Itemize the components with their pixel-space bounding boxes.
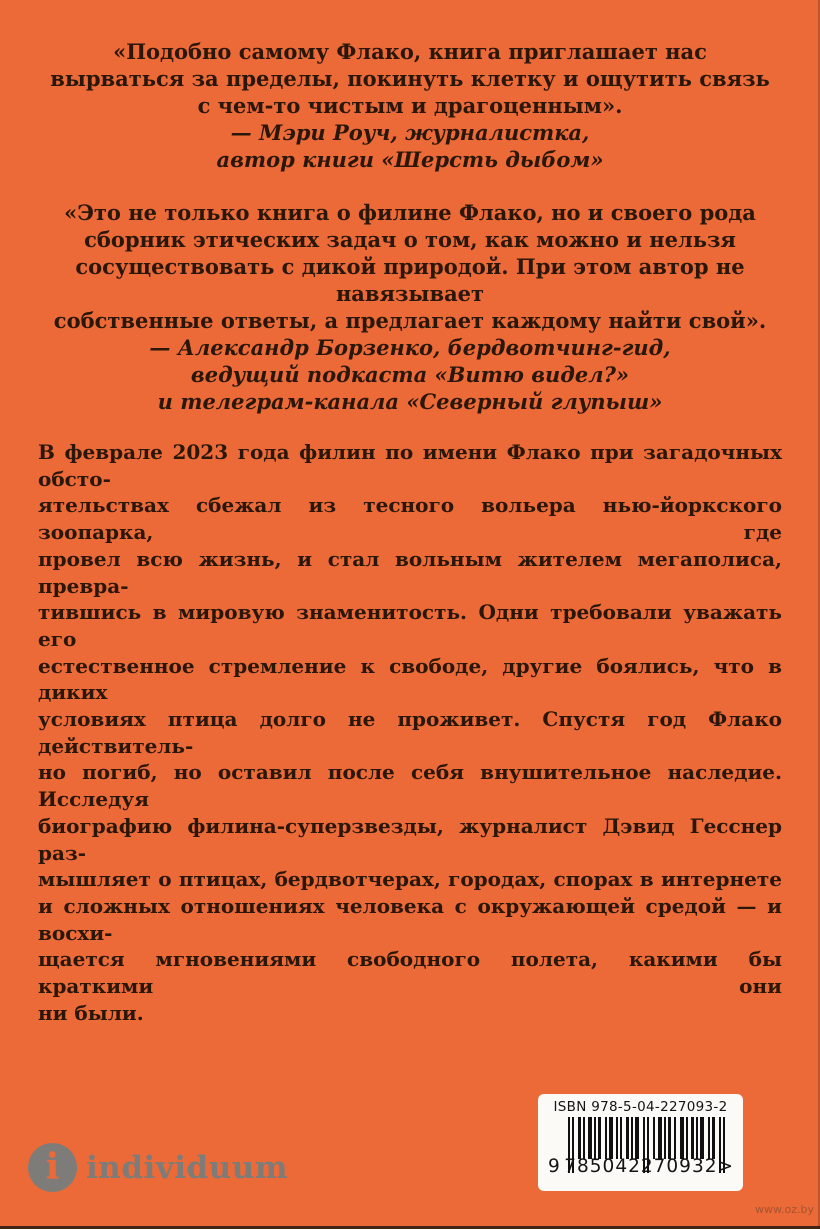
barcode-bar — [674, 1117, 676, 1159]
barcode-bar — [583, 1117, 585, 1159]
annotation-line: биографию филина-суперзвезды, журналист Дэвид Гесснер раз- — [38, 813, 782, 865]
barcode-digit-first: 9 — [548, 1156, 560, 1177]
quote-line: вырваться за пределы, покинуть клетку и ощутить связь — [50, 66, 770, 91]
barcode-bar — [680, 1117, 684, 1159]
barcode-bar — [594, 1117, 596, 1159]
barcode-bar — [700, 1117, 704, 1159]
annotation-line: ятельствах сбежал из тесного вольера нью-йоркского зоопарка, где — [38, 493, 782, 545]
barcode-bar — [664, 1117, 666, 1159]
barcode-digit-group2: 270932 — [640, 1156, 718, 1177]
barcode-bar — [696, 1117, 698, 1159]
isbn-number: ISBN 978-5-04-227093-2 — [553, 1099, 728, 1115]
quote-line: «Подобно самому Флако, книга приглашает нас — [113, 39, 707, 64]
book-annotation — [38, 439, 782, 1026]
barcode-bar — [609, 1117, 613, 1159]
barcode-bar — [686, 1117, 688, 1159]
quote-lines — [38, 38, 782, 119]
press-quote-2 — [38, 199, 782, 415]
annotation-line: провел всю жизнь, и стал вольным жителем мегаполиса, превра- — [38, 546, 782, 598]
photo-watermark: www.oz.by — [755, 1203, 814, 1216]
quote-line: с чем-то чистым и драгоценным». — [197, 93, 623, 118]
quote-attribution — [38, 119, 782, 173]
barcode-digit-group1: 785042 — [564, 1156, 641, 1177]
annotation-line: естественное стремление к свободе, другие боялись, что в диких — [38, 653, 782, 705]
isbn-barcode — [538, 1094, 743, 1191]
quote-line: «Это не только книга о филине Флако, но и своего рода — [64, 200, 756, 225]
barcode-bar — [635, 1117, 639, 1159]
quote-lines — [38, 199, 782, 334]
barcode-bar — [668, 1117, 671, 1159]
quote-attribution — [38, 334, 782, 415]
annotation-line: мышляет о птицах, бердвотчерах, городах, спорах в интернете — [38, 867, 782, 892]
barcode-bar — [691, 1117, 694, 1159]
publisher-logo-icon: i — [28, 1143, 77, 1192]
barcode-bar — [578, 1117, 581, 1159]
barcode-bar — [616, 1117, 618, 1159]
barcode-bar — [631, 1117, 633, 1159]
quote-attribution-line: — Александр Борзенко, бердвотчинг-гид, — [149, 335, 671, 360]
barcode-bar — [620, 1117, 622, 1159]
barcode-bar — [653, 1117, 655, 1159]
press-quote-1 — [38, 38, 782, 173]
barcode-bar — [605, 1117, 607, 1159]
quote-line: собственные ответы, а предлагает каждому найти свой». — [53, 308, 767, 333]
quote-line: сосуществовать с дикой природой. При этом автор не навязывает — [75, 254, 745, 306]
quote-attribution-line: ведущий подкаста «Витю видел?» — [190, 362, 630, 387]
barcode-bar — [626, 1117, 629, 1159]
annotation-line: ни были. — [38, 1000, 144, 1025]
barcode-bar — [588, 1117, 592, 1159]
annotation-line: щается мгновениями свободного полета, какими бы краткими они — [38, 947, 782, 999]
quote-attribution-line: — Мэри Роуч, журналистка, — [230, 120, 590, 145]
quote-line: сборник этических задач о том, как можно и нельзя — [84, 227, 736, 252]
barcode-arrow: > — [717, 1156, 733, 1177]
barcode-bar — [708, 1117, 710, 1159]
annotation-line: В феврале 2023 года филин по имени Флако при загадочных обсто- — [38, 440, 782, 491]
annotation-line: условиях птица долго не проживет. Спустя год Флако действитель- — [38, 707, 782, 758]
barcode-bar — [658, 1117, 662, 1159]
publisher-name: individuum — [86, 1149, 289, 1186]
publisher-logo — [28, 1143, 288, 1192]
barcode-bar — [598, 1117, 601, 1159]
annotation-line: но погиб, но оставил после себя внушительное наследие. Исследуя — [38, 760, 782, 812]
annotation-line: тившись в мировую знаменитость. Одни требовали уважать его — [38, 600, 782, 651]
barcode-digits — [548, 1157, 733, 1177]
barcode-bar — [712, 1117, 715, 1159]
quote-attribution-line: автор книги «Шерсть дыбом» — [216, 147, 604, 172]
annotation-line: и сложных отношениях человека с окружающей средой — и восхи- — [38, 893, 782, 945]
quote-attribution-line: и телеграм-канала «Северный глупыш» — [157, 389, 663, 414]
